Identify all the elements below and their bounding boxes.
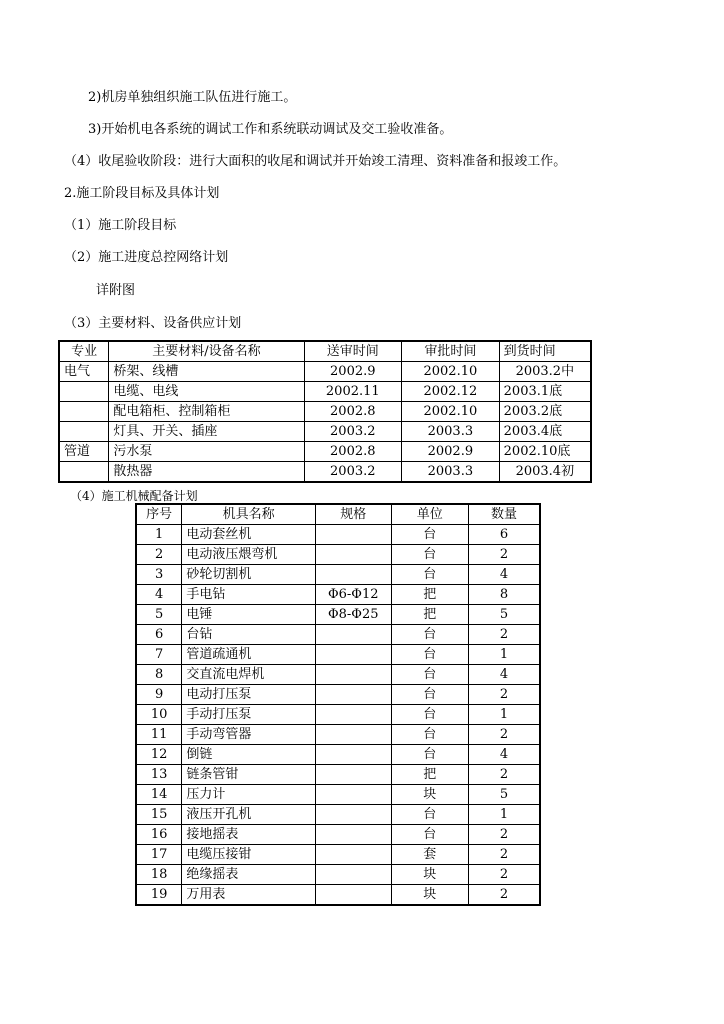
table-cell: Φ8-Φ25 [315,605,391,625]
table-cell [315,845,391,865]
table-cell: 7 [136,645,182,665]
table-cell [315,725,391,745]
table-cell [315,885,391,906]
see-attached-note: 详附图 [96,283,136,298]
table-row [136,805,540,825]
table-cell: 6 [136,625,182,645]
table-cell: 管道 [59,442,109,462]
table-cell: 10 [136,705,182,725]
table-cell: 台 [391,565,468,585]
table-cell [315,865,391,885]
table-row [136,745,540,765]
table-cell: 电动套丝机 [182,525,316,545]
table-row [136,725,540,745]
table-row [136,765,540,785]
table-cell: 2002.11 [304,382,402,402]
table-cell: 块 [391,865,468,885]
table-cell: 16 [136,825,182,845]
section-heading: 2.施工阶段目标及具体计划 [64,186,220,201]
table-cell: 1 [468,705,540,725]
table-row [136,845,540,865]
table-cell: 绝缘摇表 [182,865,316,885]
table-row [59,382,591,402]
table-cell: 把 [391,605,468,625]
table-cell: 配电箱柜、控制箱柜 [109,402,304,422]
table-cell: Φ6-Φ12 [315,585,391,605]
table-cell: 台 [391,705,468,725]
table-cell: 散热器 [109,462,304,483]
table-cell: 2 [136,545,182,565]
column-header: 送审时间 [304,341,402,362]
table-cell: 2 [468,865,540,885]
table-cell: 13 [136,765,182,785]
table-cell: 4 [468,565,540,585]
table-cell: 1 [136,525,182,545]
table-cell: 12 [136,745,182,765]
table-cell: 9 [136,685,182,705]
column-header: 主要材料/设备名称 [109,341,304,362]
table-header-row [59,341,591,362]
table-cell: 2003.3 [402,462,500,483]
table-cell: 砂轮切割机 [182,565,316,585]
table-cell [315,805,391,825]
table-cell: 2 [468,885,540,906]
text-line-2: 3)开始机电各系统的调试工作和系统联动调试及交工验收准备。 [88,122,453,137]
table-cell: 灯具、开关、插座 [109,422,304,442]
table-cell: 2002.8 [304,442,402,462]
table-cell [315,685,391,705]
table-cell: 接地摇表 [182,825,316,845]
table-cell: 万用表 [182,885,316,906]
table-row [136,665,540,685]
table-cell: 套 [391,845,468,865]
subheading-3: （3）主要材料、设备供应计划 [64,316,242,331]
table-cell: 2 [468,685,540,705]
text-line-1: 2)机房单独组织施工队伍进行施工。 [88,90,297,105]
table-row [136,685,540,705]
table-cell: 台 [391,745,468,765]
table-cell: 台 [391,725,468,745]
table-cell: 台 [391,525,468,545]
column-header: 序号 [136,504,182,525]
table-cell [315,745,391,765]
text-line-3: （4）收尾验收阶段：进行大面积的收尾和调试并开始竣工清理、资料准备和报竣工作。 [64,154,567,169]
table-cell [315,525,391,545]
table-cell: 手动打压泵 [182,705,316,725]
table-row [59,422,591,442]
table-cell: 手电钻 [182,585,316,605]
table-cell: 2 [468,845,540,865]
column-header: 审批时间 [402,341,500,362]
column-header: 机具名称 [182,504,316,525]
table-row [136,885,540,906]
table-cell: 4 [136,585,182,605]
table-cell: 17 [136,845,182,865]
table-cell: 1 [468,805,540,825]
table-row [136,585,540,605]
table-cell: 18 [136,865,182,885]
table-cell: 2003.1底 [499,382,591,402]
table-cell: 5 [468,605,540,625]
table-cell: 压力计 [182,785,316,805]
table-cell: 把 [391,765,468,785]
table-cell: 6 [468,525,540,545]
table-cell: 链条管钳 [182,765,316,785]
table-header-row [136,504,540,525]
column-header: 单位 [391,504,468,525]
table-cell [315,765,391,785]
table-cell [315,705,391,725]
table-cell: 2002.9 [304,362,402,382]
table-cell: 1 [468,645,540,665]
table-cell: 2002.9 [402,442,500,462]
table-cell: 管道疏通机 [182,645,316,665]
table-cell: 2002.10 [402,402,500,422]
table-cell: 2003.2底 [499,402,591,422]
table-cell: 4 [468,745,540,765]
table-cell: 液压开孔机 [182,805,316,825]
table-cell [315,665,391,685]
table-cell [315,825,391,845]
table-cell: 2 [468,545,540,565]
table-cell: 2003.3 [402,422,500,442]
table-cell: 交直流电焊机 [182,665,316,685]
table-row [136,525,540,545]
table-cell: 块 [391,885,468,906]
table-cell: 15 [136,805,182,825]
table-row [136,545,540,565]
table-row [59,362,591,382]
table-cell: 2002.10底 [499,442,591,462]
table-cell: 电缆、电线 [109,382,304,402]
table-cell: 2002.12 [402,382,500,402]
table-cell: 2003.4初 [499,462,591,483]
table-cell [315,645,391,665]
table-row [59,402,591,422]
table-cell: 8 [468,585,540,605]
subheading-4: （4）施工机械配备计划 [70,489,198,503]
table-cell: 2003.2 [304,422,402,442]
table-cell: 2 [468,765,540,785]
table-cell: 电动打压泵 [182,685,316,705]
table-cell: 块 [391,785,468,805]
material-supply-table [58,340,592,483]
table-cell: 桥架、线槽 [109,362,304,382]
table-row [59,442,591,462]
column-header: 到货时间 [499,341,591,362]
table-row [136,705,540,725]
table-cell: 电缆压接钳 [182,845,316,865]
table-cell: 台 [391,625,468,645]
table-cell: 台 [391,645,468,665]
column-header: 规格 [315,504,391,525]
table-cell [59,462,109,483]
table-cell [315,625,391,645]
table-cell: 2002.10 [402,362,500,382]
table-cell [59,422,109,442]
table-row [59,462,591,483]
subheading-1: （1）施工阶段目标 [64,218,177,233]
table-row [136,565,540,585]
table-cell: 污水泵 [109,442,304,462]
table-row [136,645,540,665]
table-cell: 台 [391,825,468,845]
table-cell: 2 [468,625,540,645]
table-cell: 8 [136,665,182,685]
table-cell: 台 [391,805,468,825]
table-row [136,605,540,625]
table-row [136,865,540,885]
table-cell: 2003.2中 [499,362,591,382]
table-cell: 2 [468,725,540,745]
table-row [136,825,540,845]
table-cell: 把 [391,585,468,605]
table-cell: 电动液压煨弯机 [182,545,316,565]
table-cell: 11 [136,725,182,745]
table-cell: 台钻 [182,625,316,645]
table-cell: 2003.2 [304,462,402,483]
table-cell: 倒链 [182,745,316,765]
table-cell: 4 [468,665,540,685]
table-cell [59,402,109,422]
table-cell: 5 [468,785,540,805]
table-cell: 电锤 [182,605,316,625]
table-cell: 电气 [59,362,109,382]
table-cell: 2002.8 [304,402,402,422]
table-row [136,625,540,645]
table-cell: 14 [136,785,182,805]
column-header: 数量 [468,504,540,525]
column-header: 专业 [59,341,109,362]
subheading-2: （2）施工进度总控网络计划 [64,250,229,265]
table-cell [315,785,391,805]
table-cell [315,545,391,565]
machinery-plan-table [135,503,541,906]
table-cell [59,382,109,402]
table-cell: 2 [468,825,540,845]
table-row [136,785,540,805]
table-cell: 19 [136,885,182,906]
table-cell [315,565,391,585]
table-cell: 2003.4底 [499,422,591,442]
table-cell: 手动弯管器 [182,725,316,745]
table-cell: 台 [391,665,468,685]
table-cell: 台 [391,545,468,565]
table-cell: 3 [136,565,182,585]
table-cell: 5 [136,605,182,625]
table-cell: 台 [391,685,468,705]
